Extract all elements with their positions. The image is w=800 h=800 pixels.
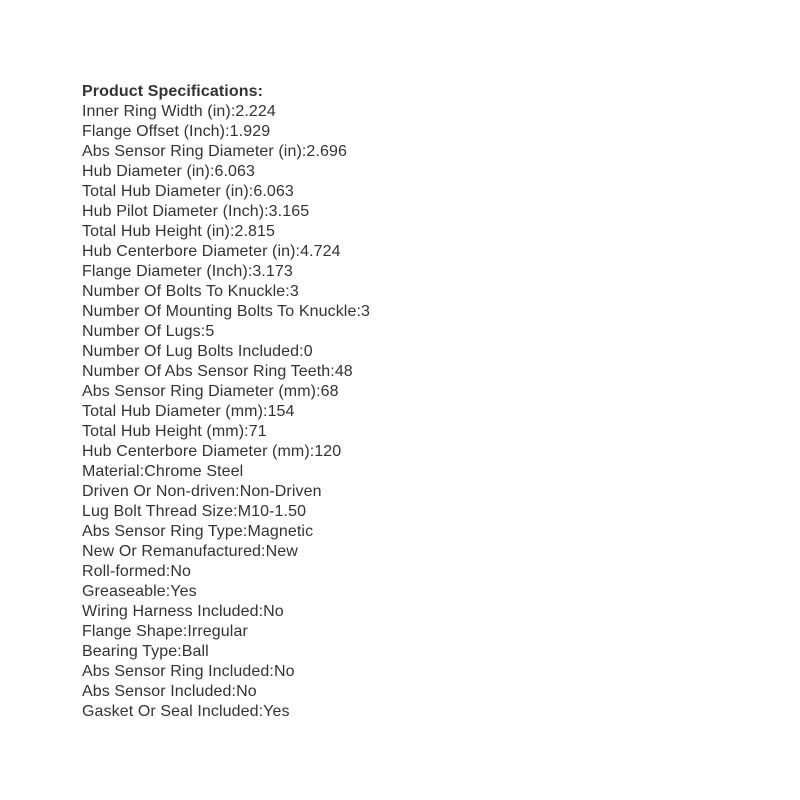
spec-row [82,522,370,542]
spec-value: 6.063 [214,163,256,180]
spec-label: Material: [82,463,145,480]
spec-row [82,162,370,182]
spec-label: Lug Bolt Thread Size: [82,503,238,520]
spec-value: Yes [263,703,290,720]
spec-row [82,342,370,362]
spec-label: Number Of Lug Bolts Included: [82,343,304,360]
spec-value: No [273,663,295,680]
spec-row [82,562,370,582]
spec-value: No [236,683,257,700]
spec-value: Yes [170,583,197,600]
spec-value: 3.173 [252,263,293,280]
spec-row [82,482,370,502]
spec-row [82,582,370,602]
spec-row [82,702,370,722]
spec-label: Total Hub Diameter (in): [82,183,254,200]
spec-row [82,202,370,222]
spec-value: 6.063 [253,183,294,200]
spec-row [82,502,370,522]
spec-value: Ball [181,643,209,660]
spec-label: Hub Pilot Diameter (Inch): [82,203,269,220]
spec-label: Abs Sensor Included: [82,683,237,700]
spec-label: Number Of Abs Sensor Ring Teeth: [82,363,335,380]
spec-value: 154 [267,403,295,420]
spec-label: Number Of Lugs: [82,323,206,340]
spec-label: Number Of Bolts To Knuckle: [82,283,290,300]
spec-row [82,622,370,642]
spec-value: 5 [205,323,215,340]
spec-label: Total Hub Diameter (mm): [82,403,268,420]
spec-value: 4.724 [300,243,341,260]
spec-row [82,262,370,282]
spec-value: M10-1.50 [237,503,307,520]
spec-label: Gasket Or Seal Included: [82,703,264,720]
spec-row [82,642,370,662]
spec-label: Wiring Harness Included: [82,603,264,620]
spec-value: 1.929 [229,123,271,140]
spec-label: Driven Or Non-driven: [82,483,240,500]
spec-value: 71 [248,423,267,440]
spec-row [82,322,370,342]
specifications-title: Product Specifications: [82,83,263,100]
spec-label: Hub Centerbore Diameter (in): [82,243,301,260]
spec-value: Chrome Steel [144,463,244,480]
spec-value: No [263,603,284,620]
spec-label: Abs Sensor Ring Diameter (mm): [82,383,321,400]
spec-label: Flange Shape: [82,623,188,640]
spec-value: 68 [320,383,339,400]
spec-row [82,662,370,682]
spec-row [82,542,370,562]
spec-label: Hub Diameter (in): [82,163,215,180]
spec-value: 2.696 [306,143,347,160]
spec-value: 0 [303,343,313,360]
spec-row [82,302,370,322]
spec-label: Flange Offset (Inch): [82,123,230,140]
spec-row [82,682,370,702]
spec-value: Non-Driven [239,483,322,500]
spec-value: 3 [361,303,370,320]
spec-row [82,142,370,162]
specifications-list [82,102,370,722]
spec-row [82,422,370,442]
spec-row [82,442,370,462]
spec-label: Hub Centerbore Diameter (mm): [82,443,315,460]
spec-label: Number Of Mounting Bolts To Knuckle: [82,303,361,320]
product-specifications-block [82,82,370,722]
spec-row [82,462,370,482]
spec-value: 3.165 [268,203,310,220]
spec-value: 2.224 [235,103,276,120]
spec-row [82,102,370,122]
spec-row [82,122,370,142]
spec-label: Abs Sensor Ring Diameter (in): [82,143,307,160]
spec-label: Flange Diameter (Inch): [82,263,253,280]
spec-row [82,182,370,202]
spec-value: 48 [334,363,353,380]
spec-label: New Or Remanufactured: [82,543,266,560]
spec-value: 2.815 [234,223,276,240]
spec-value: 3 [289,283,299,300]
spec-value: Magnetic [247,523,314,540]
spec-value: 120 [314,443,342,460]
spec-value: No [170,563,191,580]
spec-label: Greaseable: [82,583,171,600]
spec-label: Total Hub Height (mm): [82,423,249,440]
spec-label: Roll-formed: [82,563,171,580]
spec-value: Irregular [187,623,248,640]
spec-label: Bearing Type: [82,643,182,660]
spec-row [82,282,370,302]
spec-label: Total Hub Height (in): [82,223,235,240]
spec-row [82,362,370,382]
spec-row [82,222,370,242]
spec-row [82,402,370,422]
spec-label: Abs Sensor Ring Included: [82,663,274,680]
spec-label: Inner Ring Width (in): [82,103,236,120]
spec-row [82,602,370,622]
spec-value: New [265,543,298,560]
spec-row [82,382,370,402]
spec-row [82,242,370,262]
spec-label: Abs Sensor Ring Type: [82,523,248,540]
